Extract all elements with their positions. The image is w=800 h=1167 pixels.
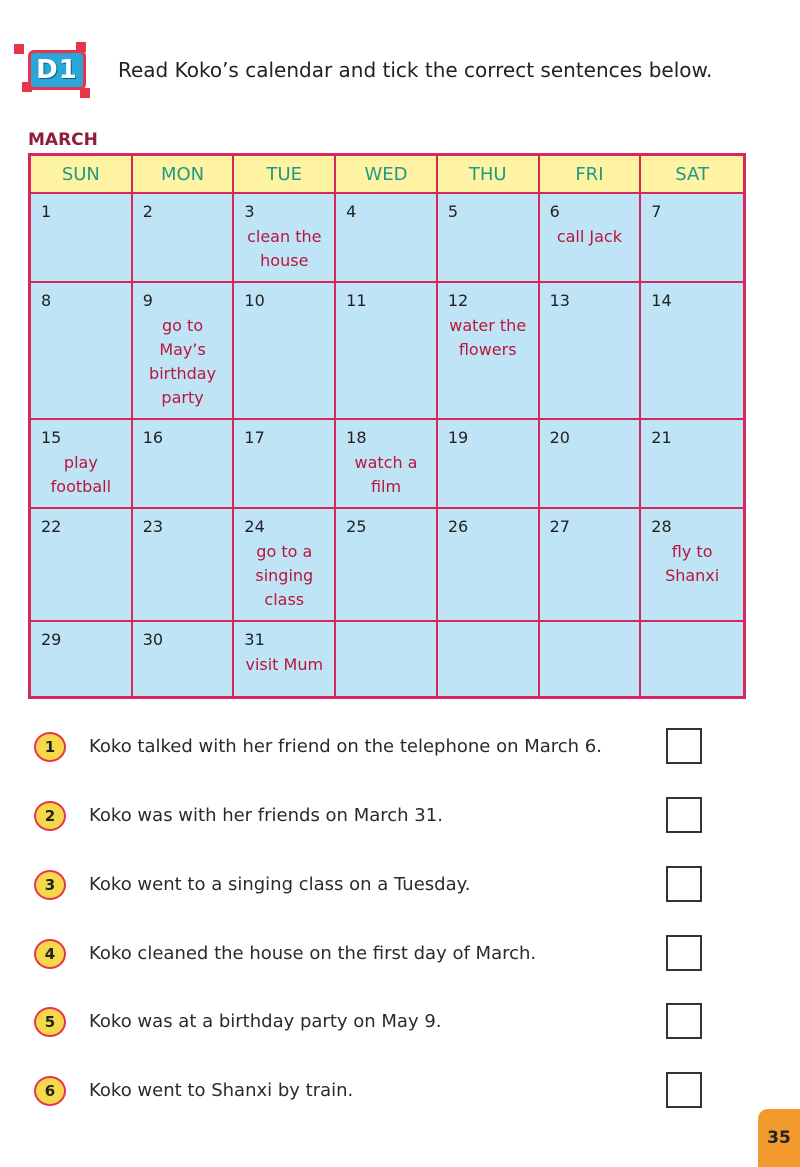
calendar-day-cell <box>540 622 642 696</box>
day-header: THU <box>438 156 540 194</box>
calendar-day-cell <box>540 509 642 622</box>
day-number: 22 <box>41 517 62 536</box>
question-row <box>34 935 724 975</box>
day-number: 2 <box>142 202 153 221</box>
day-number: 25 <box>346 517 367 536</box>
calendar-day-cell <box>234 194 336 283</box>
day-number: 20 <box>549 428 570 447</box>
day-header: MON <box>133 156 235 194</box>
badge-decor <box>14 44 24 54</box>
day-number: 31 <box>244 630 265 649</box>
question-text: Koko talked with her friend on the telephone on March 6. <box>89 736 602 757</box>
calendar-day-cell <box>234 283 336 420</box>
day-number: 21 <box>651 428 672 447</box>
day-number: 1 <box>41 202 52 221</box>
day-number: 10 <box>244 291 265 310</box>
question-row <box>34 728 724 768</box>
day-number: 19 <box>447 428 469 447</box>
calendar-event: go to a singing class <box>255 542 314 609</box>
tick-box[interactable] <box>666 797 702 833</box>
tick-box[interactable] <box>666 1003 702 1039</box>
day-number: 5 <box>447 202 459 221</box>
calendar-day-cell <box>438 509 540 622</box>
calendar-day-cell <box>438 420 540 509</box>
day-number: 4 <box>346 202 357 221</box>
question-number: 2 <box>34 801 66 831</box>
section-badge <box>14 42 90 100</box>
calendar-day-cell <box>133 194 235 283</box>
day-header: TUE <box>234 156 336 194</box>
calendar-day-cell <box>234 420 336 509</box>
calendar-event: watch a film <box>354 453 418 496</box>
calendar-event: visit Mum <box>245 655 324 674</box>
calendar-day-cell <box>31 194 133 283</box>
day-header: FRI <box>540 156 642 194</box>
day-header: SUN <box>31 156 133 194</box>
calendar-grid <box>28 153 746 699</box>
day-number: 16 <box>142 428 164 447</box>
day-number: 28 <box>651 517 672 536</box>
calendar-day-cell <box>438 622 540 696</box>
calendar-day-cell <box>540 194 642 283</box>
calendar-day-cell <box>641 194 743 283</box>
calendar-day-cell <box>133 509 235 622</box>
question-text: Koko cleaned the house on the first day of March. <box>89 943 537 964</box>
day-number: 26 <box>447 517 469 536</box>
question-number: 5 <box>34 1007 66 1037</box>
day-header: SAT <box>641 156 743 194</box>
tick-box[interactable] <box>666 1072 702 1108</box>
calendar-day-cell <box>438 283 540 420</box>
question-number: 6 <box>34 1076 66 1106</box>
question-number: 4 <box>34 939 66 969</box>
calendar-day-cell <box>641 420 743 509</box>
question-text: Koko was with her friends on March 31. <box>89 805 443 826</box>
calendar-day-cell <box>641 283 743 420</box>
calendar-event: go to May’s birthday party <box>149 316 217 407</box>
month-title: MARCH <box>28 130 98 150</box>
question-row <box>34 797 724 837</box>
day-number: 23 <box>142 517 164 536</box>
day-number: 12 <box>447 291 469 310</box>
calendar-day-cell <box>133 622 235 696</box>
day-number: 8 <box>41 291 52 310</box>
question-row <box>34 866 724 906</box>
question-text: Koko went to a singing class on a Tuesday. <box>89 874 471 895</box>
calendar-event: play football <box>50 453 112 496</box>
day-number: 7 <box>651 202 662 221</box>
calendar-event: call Jack <box>556 227 622 246</box>
day-number: 17 <box>244 428 265 447</box>
calendar-day-cell <box>438 194 540 283</box>
day-number: 6 <box>549 202 560 221</box>
instruction-text: Read Koko’s calendar and tick the correct sentences below. <box>118 58 713 82</box>
day-number: 29 <box>41 630 62 649</box>
question-text: Koko was at a birthday party on May 9. <box>89 1011 442 1032</box>
question-text: Koko went to Shanxi by train. <box>89 1080 354 1101</box>
calendar-event: water the flowers <box>449 316 527 359</box>
question-number: 3 <box>34 870 66 900</box>
calendar-day-cell <box>336 622 438 696</box>
calendar-day-cell <box>336 420 438 509</box>
calendar-day-cell <box>133 420 235 509</box>
calendar-day-cell <box>641 509 743 622</box>
calendar-day-cell <box>234 622 336 696</box>
calendar-day-cell <box>234 509 336 622</box>
day-number: 24 <box>244 517 265 536</box>
question-number: 1 <box>34 732 66 762</box>
day-number: 14 <box>651 291 672 310</box>
day-header: WED <box>336 156 438 194</box>
tick-box[interactable] <box>666 728 702 764</box>
calendar-event: fly to Shanxi <box>665 542 720 585</box>
question-row <box>34 1003 724 1043</box>
calendar-day-cell <box>31 283 133 420</box>
day-number: 27 <box>549 517 570 536</box>
tick-box[interactable] <box>666 935 702 971</box>
calendar-day-cell <box>336 509 438 622</box>
question-row <box>34 1072 724 1112</box>
calendar-day-cell <box>133 283 235 420</box>
calendar-day-cell <box>540 283 642 420</box>
calendar-day-cell <box>641 622 743 696</box>
calendar-day-cell <box>31 622 133 696</box>
day-number: 3 <box>244 202 255 221</box>
badge-label: D1 <box>28 50 86 90</box>
day-number: 18 <box>346 428 367 447</box>
day-number: 9 <box>142 291 153 310</box>
tick-box[interactable] <box>666 866 702 902</box>
calendar-day-cell <box>540 420 642 509</box>
page-number: 35 <box>758 1109 800 1167</box>
day-number: 30 <box>142 630 164 649</box>
day-number: 15 <box>41 428 62 447</box>
day-number: 13 <box>549 291 570 310</box>
calendar-day-cell <box>336 194 438 283</box>
calendar-day-cell <box>336 283 438 420</box>
calendar-day-cell <box>31 509 133 622</box>
calendar-event: clean the house <box>247 227 322 270</box>
calendar-day-cell <box>31 420 133 509</box>
day-number: 11 <box>346 291 367 310</box>
